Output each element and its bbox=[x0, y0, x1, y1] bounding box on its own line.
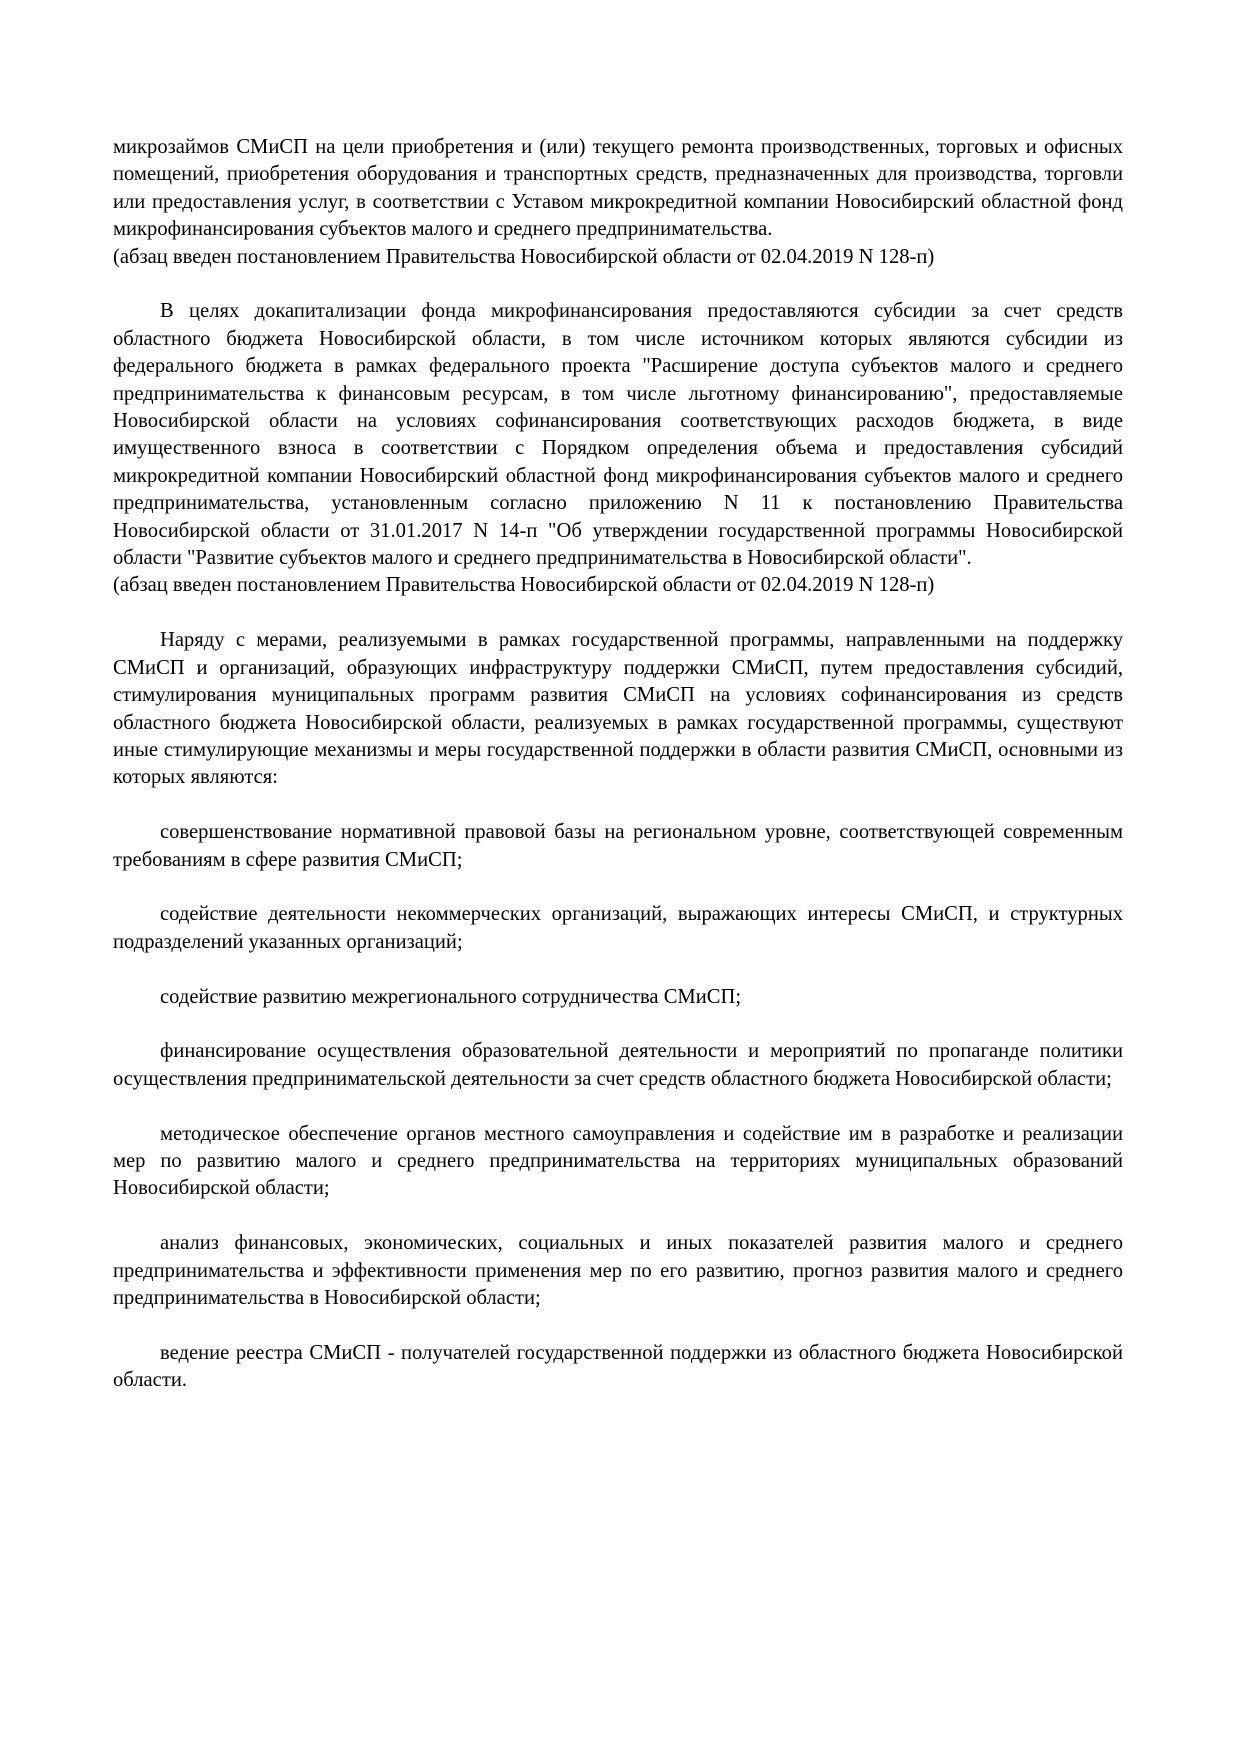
amendment-note: (абзац введен постановлением Правительства Новосибирской области от 02.04.2019 N 128-п) bbox=[113, 574, 935, 597]
document-page bbox=[113, 134, 1123, 1395]
spacer bbox=[113, 271, 1123, 298]
spacer bbox=[113, 1312, 1123, 1339]
list-item: анализ финансовых, экономических, социальных и иных показателей развития малого и среднего предпринимательства и эффективности применения мер по его развитию, прогноз развития малого и среднего предпринимательства в Новосибирской области; bbox=[113, 1232, 1123, 1309]
paragraph-support-measures-intro: Наряду с мерами, реализуемыми в рамках государственной программы, направленными на поддержку СМиСП и организаций, образующих инфраструктуру поддержки СМиСП, путем предоставления субсидий, стимулирования муниципальных программ развития СМиСП на условиях софинансирования из средств областного бюджета Новосибирской области, реализуемых в рамках государственной программы, существуют иные стимулирующие механизмы и меры государственной поддержки в области развития СМиСП, основными из которых являются: bbox=[113, 629, 1123, 789]
list-item: методическое обеспечение органов местного самоуправления и содействие им в разработке и реализации мер по развитию малого и среднего предпринимательства на территориях муниципальных образований Новосибирской области; bbox=[113, 1122, 1123, 1200]
list-item: содействие развитию межрегионального сотрудничества СМиСП; bbox=[160, 985, 742, 1008]
paragraph-recapitalization: В целях докапитализации фонда микрофинансирования предоставляются субсидии за счет средств областного бюджета Новосибирской области, в том числе источником которых являются субсидии из федерального бюджета в рамках федерального проекта "Расширение доступа субъектов малого и среднего предпринимательства к финансовым ресурсам, в том числе льготному финансированию", предоставляемые Новосибирской области на условиях софинансирования соответствующих расходов бюджета, в виде имущественного взноса в соответствии с Порядком определения объема и предоставления субсидий микрокредитной компании Новосибирский областной фонд микрофинансирования субъектов малого и среднего предпринимательства, установленным согласно приложению N 11 к постановлению Правительства Новосибирской области от 31.01.2017 N 14-п "Об утверждении государственной программы Новосибирской области "Развитие субъектов малого и среднего предпринимательства в Новосибирской области". bbox=[113, 300, 1123, 570]
list-item: ведение реестра СМиСП - получателей государственной поддержки из областного бюджета Новосибирской области. bbox=[113, 1341, 1123, 1392]
list-item: финансирование осуществления образовательной деятельности и мероприятий по пропаганде политики осуществления предпринимательской деятельности за счет средств областного бюджета Новосибирской области; bbox=[113, 1040, 1123, 1090]
list-item: содействие деятельности некоммерческих организаций, выражающих интересы СМиСП, и структурных подразделений указанных организаций; bbox=[113, 903, 1123, 953]
spacer bbox=[113, 956, 1123, 983]
spacer bbox=[113, 1203, 1123, 1230]
spacer bbox=[113, 1011, 1123, 1038]
spacer bbox=[113, 874, 1123, 901]
list-item: совершенствование нормативной правовой базы на региональном уровне, соответствующей современным требованиям в сфере развития СМиСП; bbox=[113, 821, 1123, 871]
spacer bbox=[113, 600, 1123, 627]
amendment-note: (абзац введен постановлением Правительства Новосибирской области от 02.04.2019 N 128-п) bbox=[113, 245, 935, 268]
paragraph-microloans-continuation: микрозаймов СМиСП на цели приобретения и (или) текущего ремонта производственных, торговых и офисных помещений, приобретения оборудования и транспортных средств, предназначенных для производства, торговли или предоставления услуг, в соответствии с Уставом микрокредитной компании Новосибирский областной фонд микрофинансирования субъектов малого и среднего предпринимательства. bbox=[113, 136, 1123, 241]
spacer bbox=[113, 792, 1123, 819]
spacer bbox=[113, 1093, 1123, 1120]
